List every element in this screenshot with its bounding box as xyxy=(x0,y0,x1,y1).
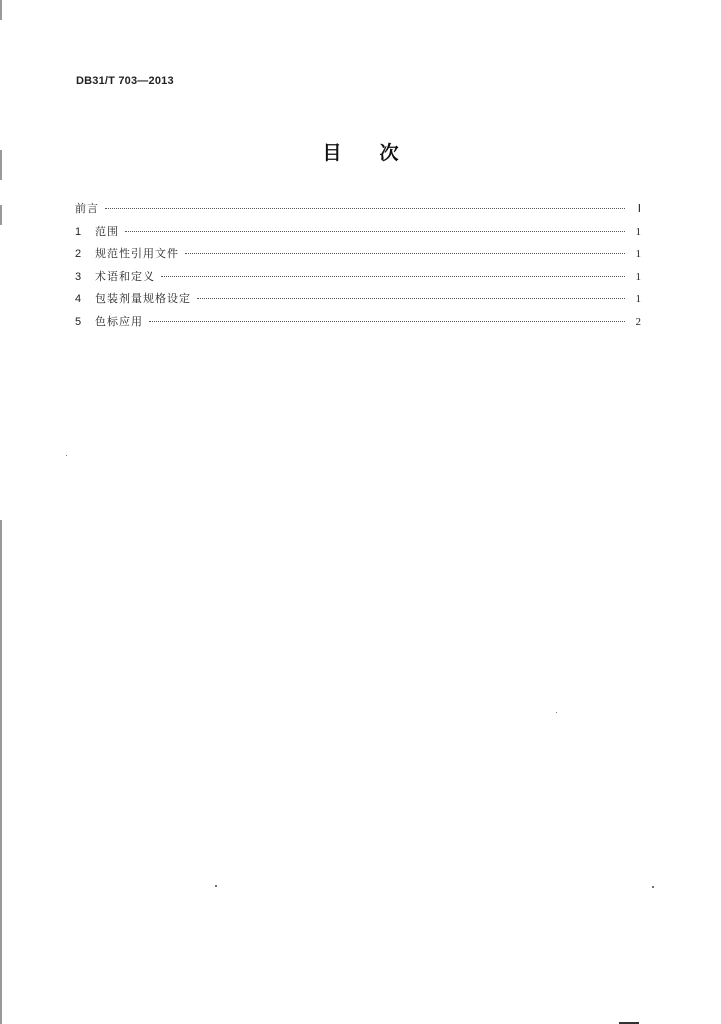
toc-entry[interactable] xyxy=(75,200,641,223)
scan-speck xyxy=(556,712,557,713)
toc-entry[interactable] xyxy=(75,245,641,268)
toc-entry-number: 1 xyxy=(75,225,82,238)
scan-speck xyxy=(652,886,654,888)
toc-entry-page: 1 xyxy=(635,248,641,260)
toc-leader xyxy=(161,276,625,277)
scan-edge-mark xyxy=(0,520,2,1024)
toc-entry[interactable] xyxy=(75,313,641,336)
toc-entry-page: 1 xyxy=(635,270,641,283)
toc-entry-number: 3 xyxy=(75,270,82,283)
scan-edge-mark xyxy=(0,0,2,20)
toc-entry[interactable] xyxy=(75,290,641,313)
toc-leader xyxy=(197,298,625,299)
toc-title: 目次 xyxy=(322,142,437,164)
toc-entry-text: 色标应用 xyxy=(95,314,143,328)
toc-entry-text: 规范性引用文件 xyxy=(95,247,179,260)
toc-entry-text: 术语和定义 xyxy=(95,269,155,283)
toc-entry-number: 4 xyxy=(75,293,82,305)
scan-edge-mark xyxy=(0,205,2,225)
toc-entry-page: 1 xyxy=(635,293,641,305)
toc-entry-page: Ⅰ xyxy=(637,203,641,215)
toc-entry-text: 范围 xyxy=(95,224,119,238)
toc-leader xyxy=(125,231,625,232)
toc-entry-text: 前言 xyxy=(75,202,99,215)
document-code: DB31/T 703—2013 xyxy=(76,75,174,87)
scan-speck xyxy=(215,885,217,887)
toc-leader xyxy=(149,321,625,322)
toc-entry-text: 包装剂量规格设定 xyxy=(95,292,191,305)
scan-speck xyxy=(66,455,67,456)
toc-entry-page: 1 xyxy=(635,225,641,238)
toc-leader xyxy=(105,208,625,209)
toc-entry-number: 5 xyxy=(75,315,82,328)
toc-leader xyxy=(185,253,625,254)
toc-entry-page: 2 xyxy=(635,315,641,328)
toc-entry[interactable] xyxy=(75,268,641,291)
toc-entry[interactable] xyxy=(75,223,641,246)
toc-entry-number: 2 xyxy=(75,248,82,260)
table-of-contents xyxy=(75,200,641,335)
